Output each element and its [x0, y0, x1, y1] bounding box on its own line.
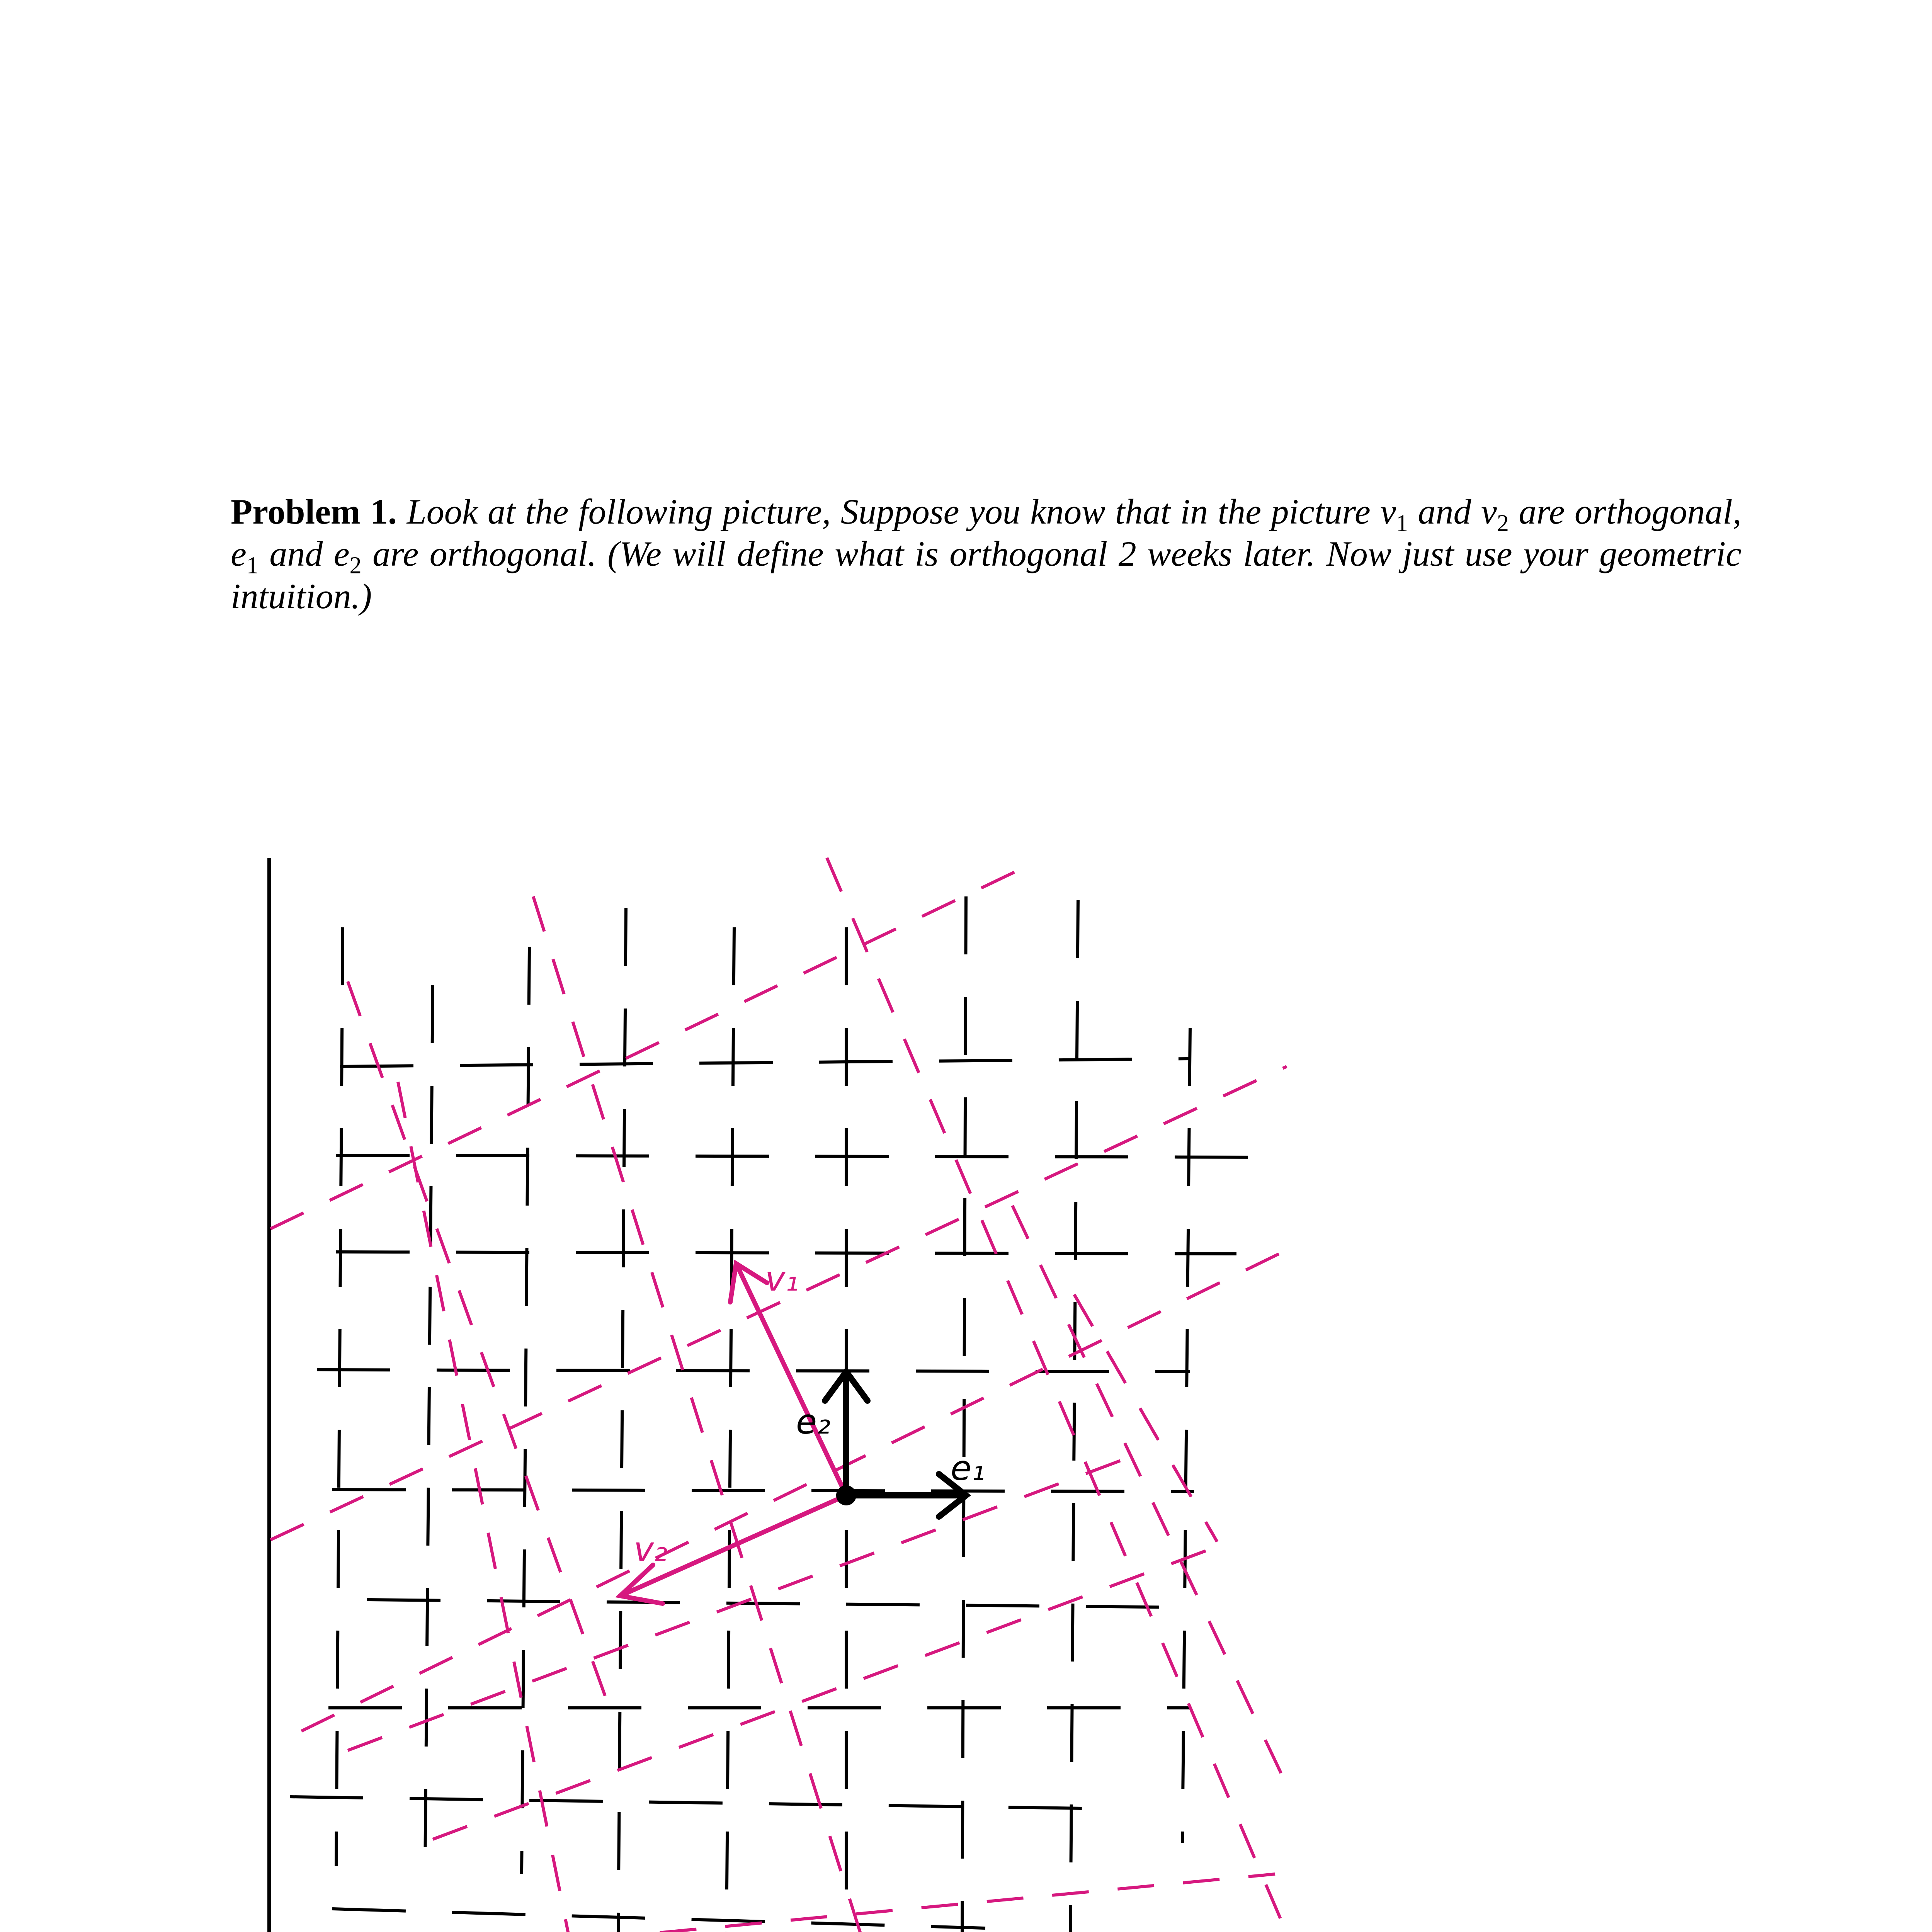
problem-label: Problem 1.: [231, 492, 397, 531]
vector-e1-arrow: [846, 1474, 966, 1517]
v1-label: v₁: [765, 1259, 799, 1299]
vector-e2-arrow: [825, 1372, 867, 1495]
e1-label: e₁: [951, 1448, 985, 1488]
magenta-v1-direction-lines: [348, 858, 1294, 1932]
e2-label: e₂: [796, 1402, 831, 1442]
problem-body: Look at the following picture, Suppose you know that in the picture $v_1$ and $v_2$ are orthogonal, $e_1$ and $e_2$ are orthogonal. (We will define what is orthogonal 2 weeks later. Now just use your geometric intuition.): [231, 492, 1742, 616]
origin-point: [836, 1485, 856, 1505]
magenta-v2-direction-lines: [270, 869, 1287, 1932]
v2-label: v₂: [634, 1529, 668, 1569]
